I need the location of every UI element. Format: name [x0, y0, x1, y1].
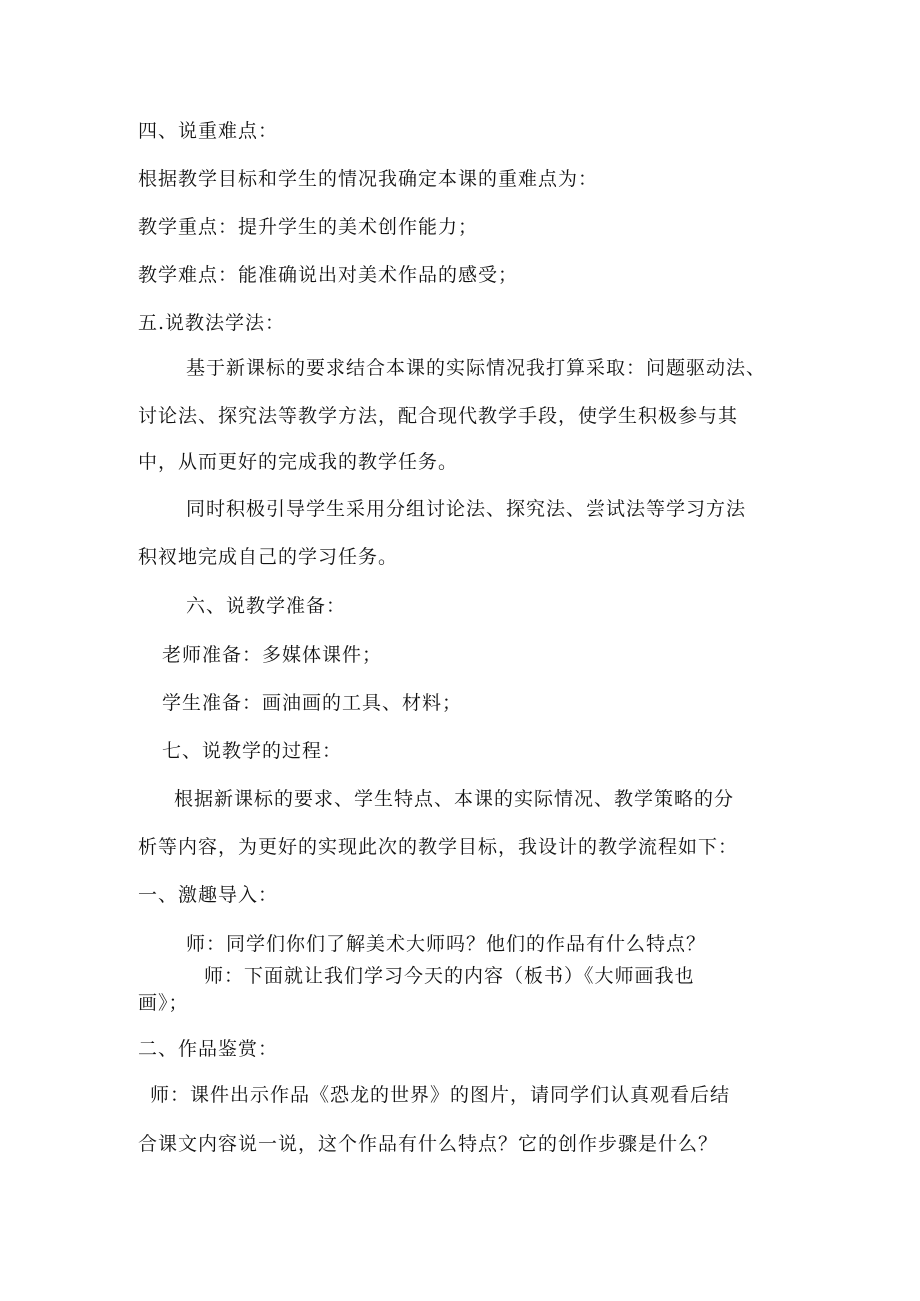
- paragraph-line: 析等内容，为更好的实现此次的教学目标，我设计的教学流程如下：: [138, 836, 739, 858]
- paragraph-line: 讨论法、探究法等教学方法，配合现代教学手段，使学生积极参与其: [138, 405, 739, 427]
- subsection-heading-1: 一、激趣导入：: [138, 884, 279, 906]
- paragraph-line: 中，从而更好的完成我的教学任务。: [138, 451, 459, 473]
- paragraph-line: 同时积极引导学生采用分组讨论法、探究法、尝试法等学习方法: [186, 498, 747, 520]
- section-heading-7: 七、说教学的过程：: [162, 740, 343, 762]
- paragraph-line: 师：下面就让我们学习今天的内容（板书）《大师画我也: [204, 965, 695, 987]
- paragraph-line: 基于新课标的要求结合本课的实际情况我打算采取：问题驱动法、: [186, 357, 767, 379]
- paragraph-line: 老师准备：多媒体课件；: [162, 644, 383, 666]
- paragraph-line: 教学难点：能准确说出对美术作品的感受；: [138, 264, 519, 286]
- paragraph-line: 师：同学们你们了解美术大师吗？他们的作品有什么特点？: [186, 933, 707, 955]
- paragraph-line: 合课文内容说一说，这个作品有什么特点？它的创作步骤是什么？: [138, 1133, 719, 1155]
- paragraph-line: 积衩地完成自己的学习任务。: [138, 546, 399, 568]
- paragraph-line: 学生准备：画油画的工具、材料；: [162, 692, 463, 714]
- paragraph-line: 教学重点：提升学生的美术创作能力；: [138, 216, 479, 238]
- paragraph-line: 师：课件出示作品《恐龙的世界》的图片，请同学们认真观看后结: [150, 1084, 731, 1106]
- paragraph-line: 根据教学目标和学生的情况我确定本课的重难点为：: [138, 168, 599, 190]
- subsection-heading-2: 二、作品鉴赏：: [138, 1038, 279, 1060]
- section-heading-4: 四、说重难点：: [138, 120, 279, 142]
- paragraph-line: 画》；: [138, 992, 189, 1014]
- section-heading-6: 六、说教学准备：: [186, 595, 347, 617]
- paragraph-line: 根据新课标的要求、学生特点、本课的实际情况、教学策略的分: [174, 788, 735, 810]
- section-heading-5: 五.说教法学法：: [138, 312, 286, 334]
